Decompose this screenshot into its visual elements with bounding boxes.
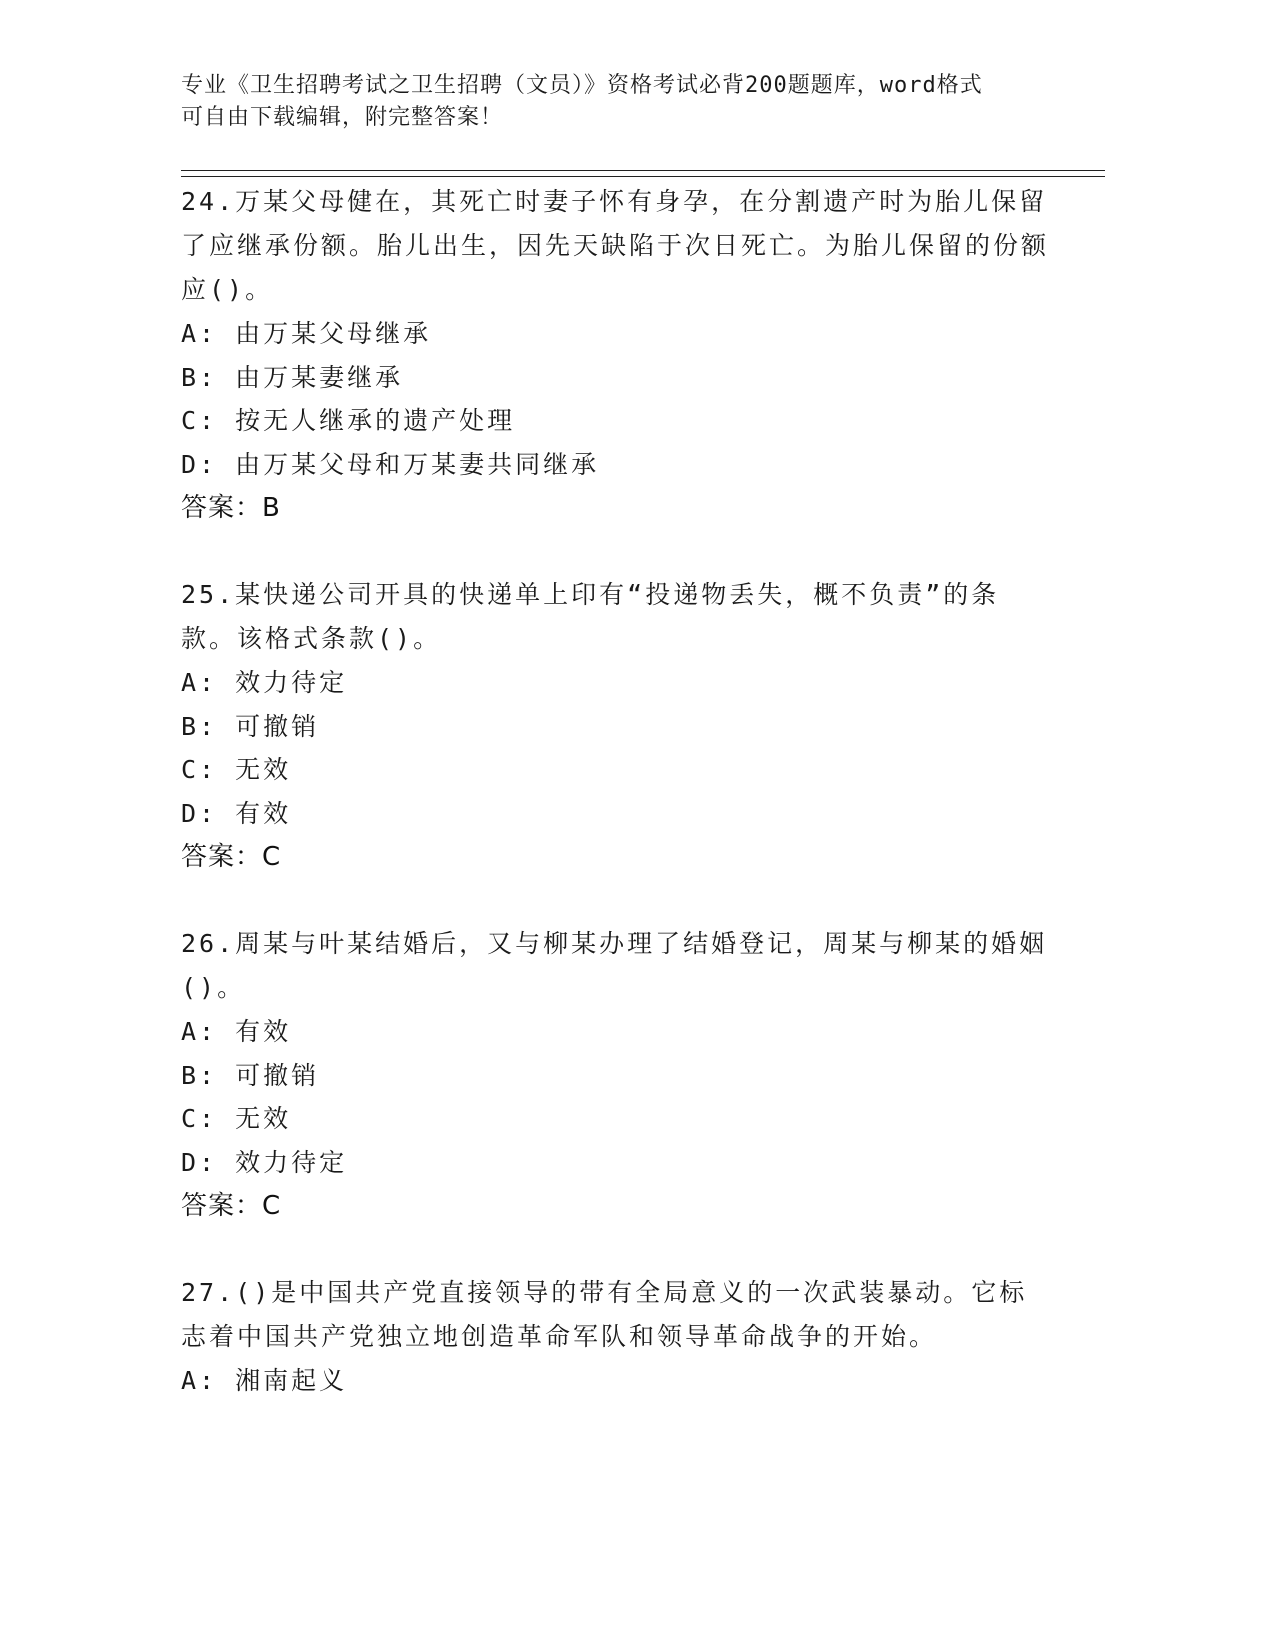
spacer xyxy=(181,879,1051,922)
question-26 xyxy=(181,922,1051,1228)
document-header xyxy=(181,70,1061,134)
option-c: C: 无效 xyxy=(181,1104,292,1133)
spacer xyxy=(181,1228,1051,1271)
option-d: D: 效力待定 xyxy=(181,1147,348,1177)
header-divider-top xyxy=(181,170,1105,171)
question-27 xyxy=(181,1271,1051,1403)
header-line-2: 可自由下载编辑，附完整答案！ xyxy=(181,105,504,130)
answer-label: 答案：C xyxy=(181,1191,282,1221)
answer-label: 答案：C xyxy=(181,842,282,872)
question-24 xyxy=(181,180,1051,530)
header-line-1: 专业《卫生招聘考试之卫生招聘（文员）》资格考试必背200题题库，word格式 xyxy=(181,73,983,98)
option-a: A: 由万某父母继承 xyxy=(181,319,432,348)
option-a: A: 效力待定 xyxy=(181,668,348,697)
option-d: D: 有效 xyxy=(181,798,292,828)
option-a: A: 湘南起义 xyxy=(181,1366,348,1395)
question-text: 27.()是中国共产党直接领导的带有全局意义的一次武装暴动。它标志着中国共产党独立地创造革命军队和领导革命战争的开始。 xyxy=(181,1278,1028,1351)
header-divider-bottom xyxy=(181,176,1105,177)
spacer xyxy=(181,530,1051,573)
answer-label: 答案：B xyxy=(181,493,281,523)
option-d: D: 由万某父母和万某妻共同继承 xyxy=(181,449,600,479)
option-b: B: 可撤销 xyxy=(181,711,320,741)
question-text: 26.周某与叶某结婚后，又与柳某办理了结婚登记，周某与柳某的婚姻()。 xyxy=(181,929,1048,1002)
question-25 xyxy=(181,573,1051,879)
question-list xyxy=(181,180,1051,1403)
question-text: 24.万某父母健在，其死亡时妻子怀有身孕，在分割遗产时为胎儿保留了应继承份额。胎儿出生，因先天缺陷于次日死亡。为胎儿保留的份额应()。 xyxy=(181,187,1050,304)
option-b: B: 可撤销 xyxy=(181,1060,320,1090)
option-b: B: 由万某妻继承 xyxy=(181,362,404,392)
option-c: C: 按无人继承的遗产处理 xyxy=(181,406,516,435)
question-text: 25.某快递公司开具的快递单上印有“投递物丢失，概不负责”的条款。该格式条款()。 xyxy=(181,580,1000,653)
option-c: C: 无效 xyxy=(181,755,292,784)
option-a: A: 有效 xyxy=(181,1017,292,1046)
